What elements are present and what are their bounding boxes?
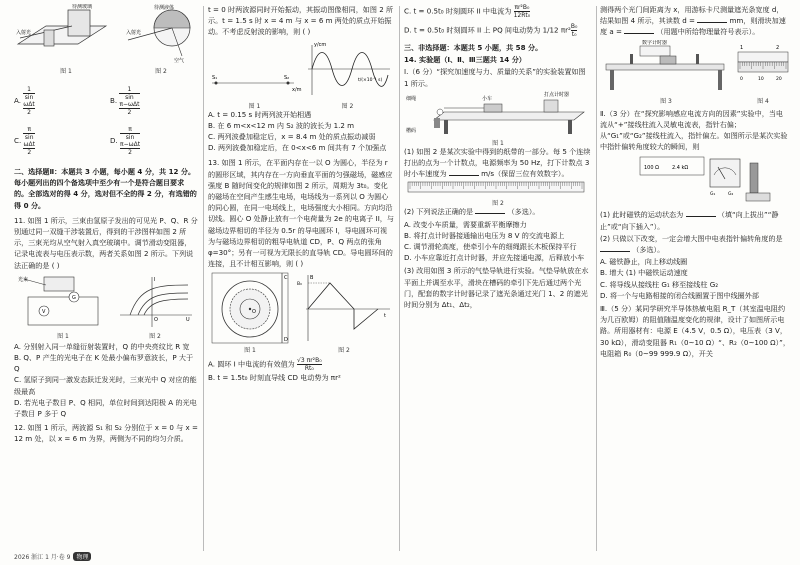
q14-ii-p2: (2) 只做以下改变，一定会增大图中电表指针偏转角度的是 （多选）。: [600, 233, 783, 255]
q13-option-a: A. 圆环 I 中电流的有效值为 $\frac{\text{√3 πr²B₀}}{\text{Rt₀}}$: [208, 357, 322, 373]
svg-text:O: O: [252, 309, 256, 316]
section-2-heading: 二、选择题Ⅱ：本题共 3 小题，每小题 4 分，共 12 分。每小题列出的四个备选项中至少有一个是符合题目要求的。全部选对的得 4 分，选对但不全的得 2 分，有选错的得 0 分。: [14, 167, 197, 210]
answer-blank[interactable]: [475, 206, 505, 214]
options-cd: [14, 126, 198, 156]
galvanometer-figure: [600, 153, 790, 209]
figures-row: [14, 4, 198, 76]
q12-continued: t = 0 时两波源同时开始振动，其振动图像相同，如图 2 所示。t = 1.5 s 时 x = 4 m 与 x = 6 m 两处的质点开始振动。不考虑反射波的影响，则 ( ): [208, 5, 394, 37]
q12-option-d: D. 两列波叠加稳定后，在 0<x<6 m 间共有 7 个加强点: [208, 143, 387, 153]
page-footer: 2026 浙江 1 月·卷 9 物理: [14, 552, 91, 561]
q14-part-2: Ⅱ.（3 分）在“探究影响感应电流方向的因素”实验中，当电流从“+”接线柱流入灵敏电流表，指针右偏；从“G₁”或“G₂”接线柱流入，指针偏左。如图所示是某次实验中指针偏转角度较大的瞬间，则: [600, 108, 788, 152]
option-b: B. 1 sin π−ωΔt 2: [110, 86, 140, 116]
option-a: A. 1 sin ωΔt 2: [14, 86, 35, 116]
svg-text:100 Ω: 100 Ω: [644, 165, 659, 172]
svg-text:I: I: [154, 276, 156, 283]
q13-option-b: B. t = 1.5t₀ 时刻直导线 CD 电动势为 πr²: [208, 373, 341, 383]
q14-option-c: C. 调节滑轮高度，使牵引小车的细绳跟长木板保持平行: [404, 242, 577, 252]
svg-text:10: 10: [758, 76, 764, 82]
svg-text:B₀: B₀: [297, 282, 302, 288]
svg-text:x/m: x/m: [292, 86, 302, 93]
svg-text:S₁: S₁: [212, 74, 218, 81]
q13-b-graph: B B₀ t 图 2: [297, 275, 386, 355]
column-1: [14, 4, 198, 446]
svg-text:2.4 kΩ: 2.4 kΩ: [672, 165, 689, 172]
q11-option-d: D. 若光电子数目 P、Q 相同，单位时间到达阳极 A 的光电子数目 P 多于 Q: [14, 397, 197, 419]
q11-figures: [14, 273, 198, 339]
svg-text:待测液体: 待测液体: [154, 5, 175, 11]
q14-fig1-apparatus: 细绳 小车 打点计时器 槽码 图 1: [404, 90, 592, 146]
air-track-figure: 数字计时器 图 3: [600, 40, 732, 106]
q14-ii-option-a: A. 磁铁静止，向上移动线圈: [600, 257, 688, 267]
q14-option-a: A. 改变小车质量，需要重新平衡摩擦力: [404, 219, 527, 229]
svg-text:B: B: [310, 275, 314, 282]
q13-option-d: D. t = 0.5t₀ 时刻圆环 II 上 PQ 间电动势为 1/12 πr² $\frac{\text{B₀}}{\text{t₀}}$: [404, 23, 578, 38]
fig1-caption: 图 1: [60, 68, 72, 75]
svg-text:t: t: [384, 313, 386, 320]
q13-rings: O C D 图 1: [208, 271, 292, 355]
q14-p3: (3) 改用如图 3 所示的气垫导轨进行实验。气垫导轨放在水平面上并调至水平，滑块在槽码的牵引下先后通过两个光门，配套的数字计时器记录了遮光条通过光门 1、2 的遮光时间分别为 Δt₁、Δt₂，: [404, 266, 589, 310]
column-divider: [203, 6, 204, 551]
q14-p2: (2) 下列说法正确的是 （多选）。: [404, 207, 540, 217]
q14-part-1: Ⅰ.（6 分）“探究加速度与力、质量的关系”的实验装置如图 1 所示。: [404, 67, 586, 88]
svg-text:G₂: G₂: [728, 192, 734, 198]
q12-option-c: C. 两列波叠加稳定后，x = 8.4 m 处的质点振动减弱: [208, 132, 376, 142]
q13-option-c: C. t = 0.5t₀ 时刻圆环 II 中电流为 $\frac{\text{πr²B₀}}{\text{12Rt₀}}$: [404, 4, 531, 19]
question-14: 14. 实验题（Ⅰ、Ⅱ、Ⅲ三题共 14 分）: [404, 55, 526, 65]
svg-text:打点计时器: 打点计时器: [544, 91, 570, 98]
svg-text:C: C: [284, 275, 288, 282]
q14-p3-continued: 测得两个光门间距离为 x，用游标卡尺测量遮光条宽度 d，结果如图 4 所示，其读数 d = mm，则滑块加速度 a = （用题中所给物理量符号表示）。: [600, 5, 786, 37]
question-13: 13. 如图 1 所示，在平面内存在一以 O 为圆心，半径为 r 的圆形区域，其内存在一方向垂直平面的匀强磁场，磁感应强度 B 随时间变化的规律如图 2 所示，周期为 3t₀。变化的磁场在空间产生感生电场，电场线为一系列以 O 为圆心的同心圆，在同一电场线上，电场强度大小相同。方向均沿切线。圆心 O 处静止放有一个电荷量为 2e 的电离子 II，与磁场边界相切的半径为 0.5r 的导电圆环 I，导电圆环可视为与磁场边界相切的粗导电轨道 CD，P、Q 两点的张角 φ=30°；另有一可视为无限长的直导轨 CD。导电圆环间的连接，且不计相互影响，则 ( ): [208, 158, 394, 269]
svg-text:y/cm: y/cm: [314, 41, 327, 48]
svg-text:小车: 小车: [482, 95, 493, 102]
column-divider: [399, 6, 400, 551]
fig2-refractometer: [124, 4, 198, 76]
svg-text:1: 1: [740, 44, 744, 51]
q14-fig2-ruler: 图 2: [404, 180, 592, 206]
q14-ii-p1: (1) 此时磁铁的运动状态为 （填“向上拔出”“静止”或“向下插入”）。: [600, 210, 779, 231]
svg-text:G₁: G₁: [710, 192, 716, 198]
svg-text:V: V: [42, 308, 46, 315]
fig1-apparatus: [14, 4, 118, 76]
question-12: 12. 如图 1 所示，两波源 S₁ 和 S₂ 分别位于 x = 0 与 x = 12 m 处，以 x = 6 m 为界，两侧为不同的均匀介质。: [14, 423, 198, 444]
svg-text:入射光: 入射光: [126, 30, 142, 36]
fig2-caption: 图 2: [155, 68, 167, 75]
option-d: D. π sin π−ωΔt 2: [110, 126, 141, 156]
svg-text:数字计时器: 数字计时器: [642, 39, 668, 46]
answer-blank[interactable]: [686, 209, 716, 217]
svg-text:U: U: [186, 316, 190, 323]
question-11: 11. 如图 1 所示，三束由氢原子发出的可见光 P、Q、R 分别通过同一双缝干涉装置后，得到的干涉图样如图 2 所示，三束光均从空气射入真空玻璃中。调节滑动变阻器，记录电流表与电压表示数，两者关系如图 2 所示。下列说法正确的是 ( ): [14, 215, 198, 270]
q12-option-b: B. 在 6 m<x<12 m 内 S₂ 波的波长为 1.2 m: [208, 120, 355, 130]
option-c: C. π sin ωΔt 2: [14, 126, 35, 156]
q14-fig3-fig4: [600, 40, 790, 106]
svg-text:细绳: 细绳: [406, 95, 417, 102]
vernier-figure: 1 2 0 10 20 图 4: [736, 40, 790, 106]
svg-text:待测玻璃: 待测玻璃: [72, 4, 93, 10]
svg-text:2: 2: [776, 44, 780, 51]
section-3-heading: 三、非选择题：本题共 5 小题，共 58 分。: [404, 43, 543, 52]
answer-blank[interactable]: [449, 168, 479, 176]
q14-option-b: B. 将打点计时器接通输出电压为 8 V 的交流电源上: [404, 230, 565, 240]
column-4: [600, 4, 790, 360]
q11-iu-graph: I U O 图 2: [116, 273, 194, 339]
q11-option-b: B. Q、P 产生的光电子在 K 处最小偏布罗意波长，P 大于 Q: [14, 353, 194, 374]
column-3: [404, 4, 592, 311]
q12-graph: S₁ S₂ x/m y/cm t/(×10⁻¹ s) 图 1 图 2: [208, 39, 394, 109]
svg-text:G: G: [72, 294, 76, 301]
answer-blank[interactable]: [600, 244, 630, 252]
q13-figures: [208, 271, 394, 355]
column-divider: [596, 6, 597, 551]
svg-text:O: O: [154, 316, 158, 323]
svg-text:S₂: S₂: [284, 74, 290, 81]
q14-ii-option-d: D. 将一个与电路相接的闭合线圈置于图中线圈外部: [600, 290, 759, 300]
svg-text:20: 20: [776, 76, 782, 82]
q11-option-c: C. 氢原子到同一激发态跃迁发光时，三束光中 Q 对应的能级最高: [14, 375, 197, 396]
svg-text:光束: 光束: [18, 276, 29, 283]
svg-text:空气: 空气: [174, 58, 185, 64]
q12-figures: [208, 39, 394, 109]
column-2: [208, 4, 394, 384]
q14-ii-option-b: B. 增大 (1) 中磁铁运动速度: [600, 268, 688, 278]
q14-p1: (1) 如图 2 是某次实验中得到的纸带的一部分。每 5 个连续打出的点为一个计数点，电源频率为 50 Hz，打下计数点 3 时小车速度为 m/s（保留三位有效数字）。: [404, 146, 591, 179]
q14-option-d: D. 小车应靠近打点计时器，并应先接通电源，后释放小车: [404, 253, 585, 263]
svg-text:t/(×10⁻¹ s): t/(×10⁻¹ s): [358, 77, 383, 83]
q11-option-a: A. 分别射入同一单缝衍射装置时，Q 的中央亮纹比 R 宽: [14, 341, 190, 351]
subject-tag: 物理: [73, 552, 91, 561]
answer-blank[interactable]: [624, 26, 654, 34]
svg-text:入射光: 入射光: [16, 30, 32, 36]
answer-blank[interactable]: [697, 15, 727, 23]
q14-ii-option-c: C. 将导线从接线柱 G₁ 移至接线柱 G₂: [600, 279, 719, 289]
q14-part-3: Ⅲ.（5 分）某同学研究半导体热敏电阻 R_T（其室温电阻约为几百欧姆）的阻值随温度变化的规律，设计了如图所示电路。所用器材有：电源 E（4.5 V，0.5 Ω），电压表（3 V，30 kΩ），滑动变阻器 R₁（0~10 Ω）“、R₂（0~100 Ω）”，电阻箱 R₀（0~99 999.9 Ω），开关: [600, 304, 790, 358]
options-ab: [14, 86, 198, 116]
svg-text:槽码: 槽码: [406, 127, 417, 134]
svg-text:0: 0: [740, 76, 743, 82]
q12-option-a: A. t = 0.15 s 时两列波开始相遇: [208, 109, 312, 119]
q11-circuit: V G 光束 图 1: [14, 273, 112, 339]
svg-text:D: D: [284, 337, 288, 344]
